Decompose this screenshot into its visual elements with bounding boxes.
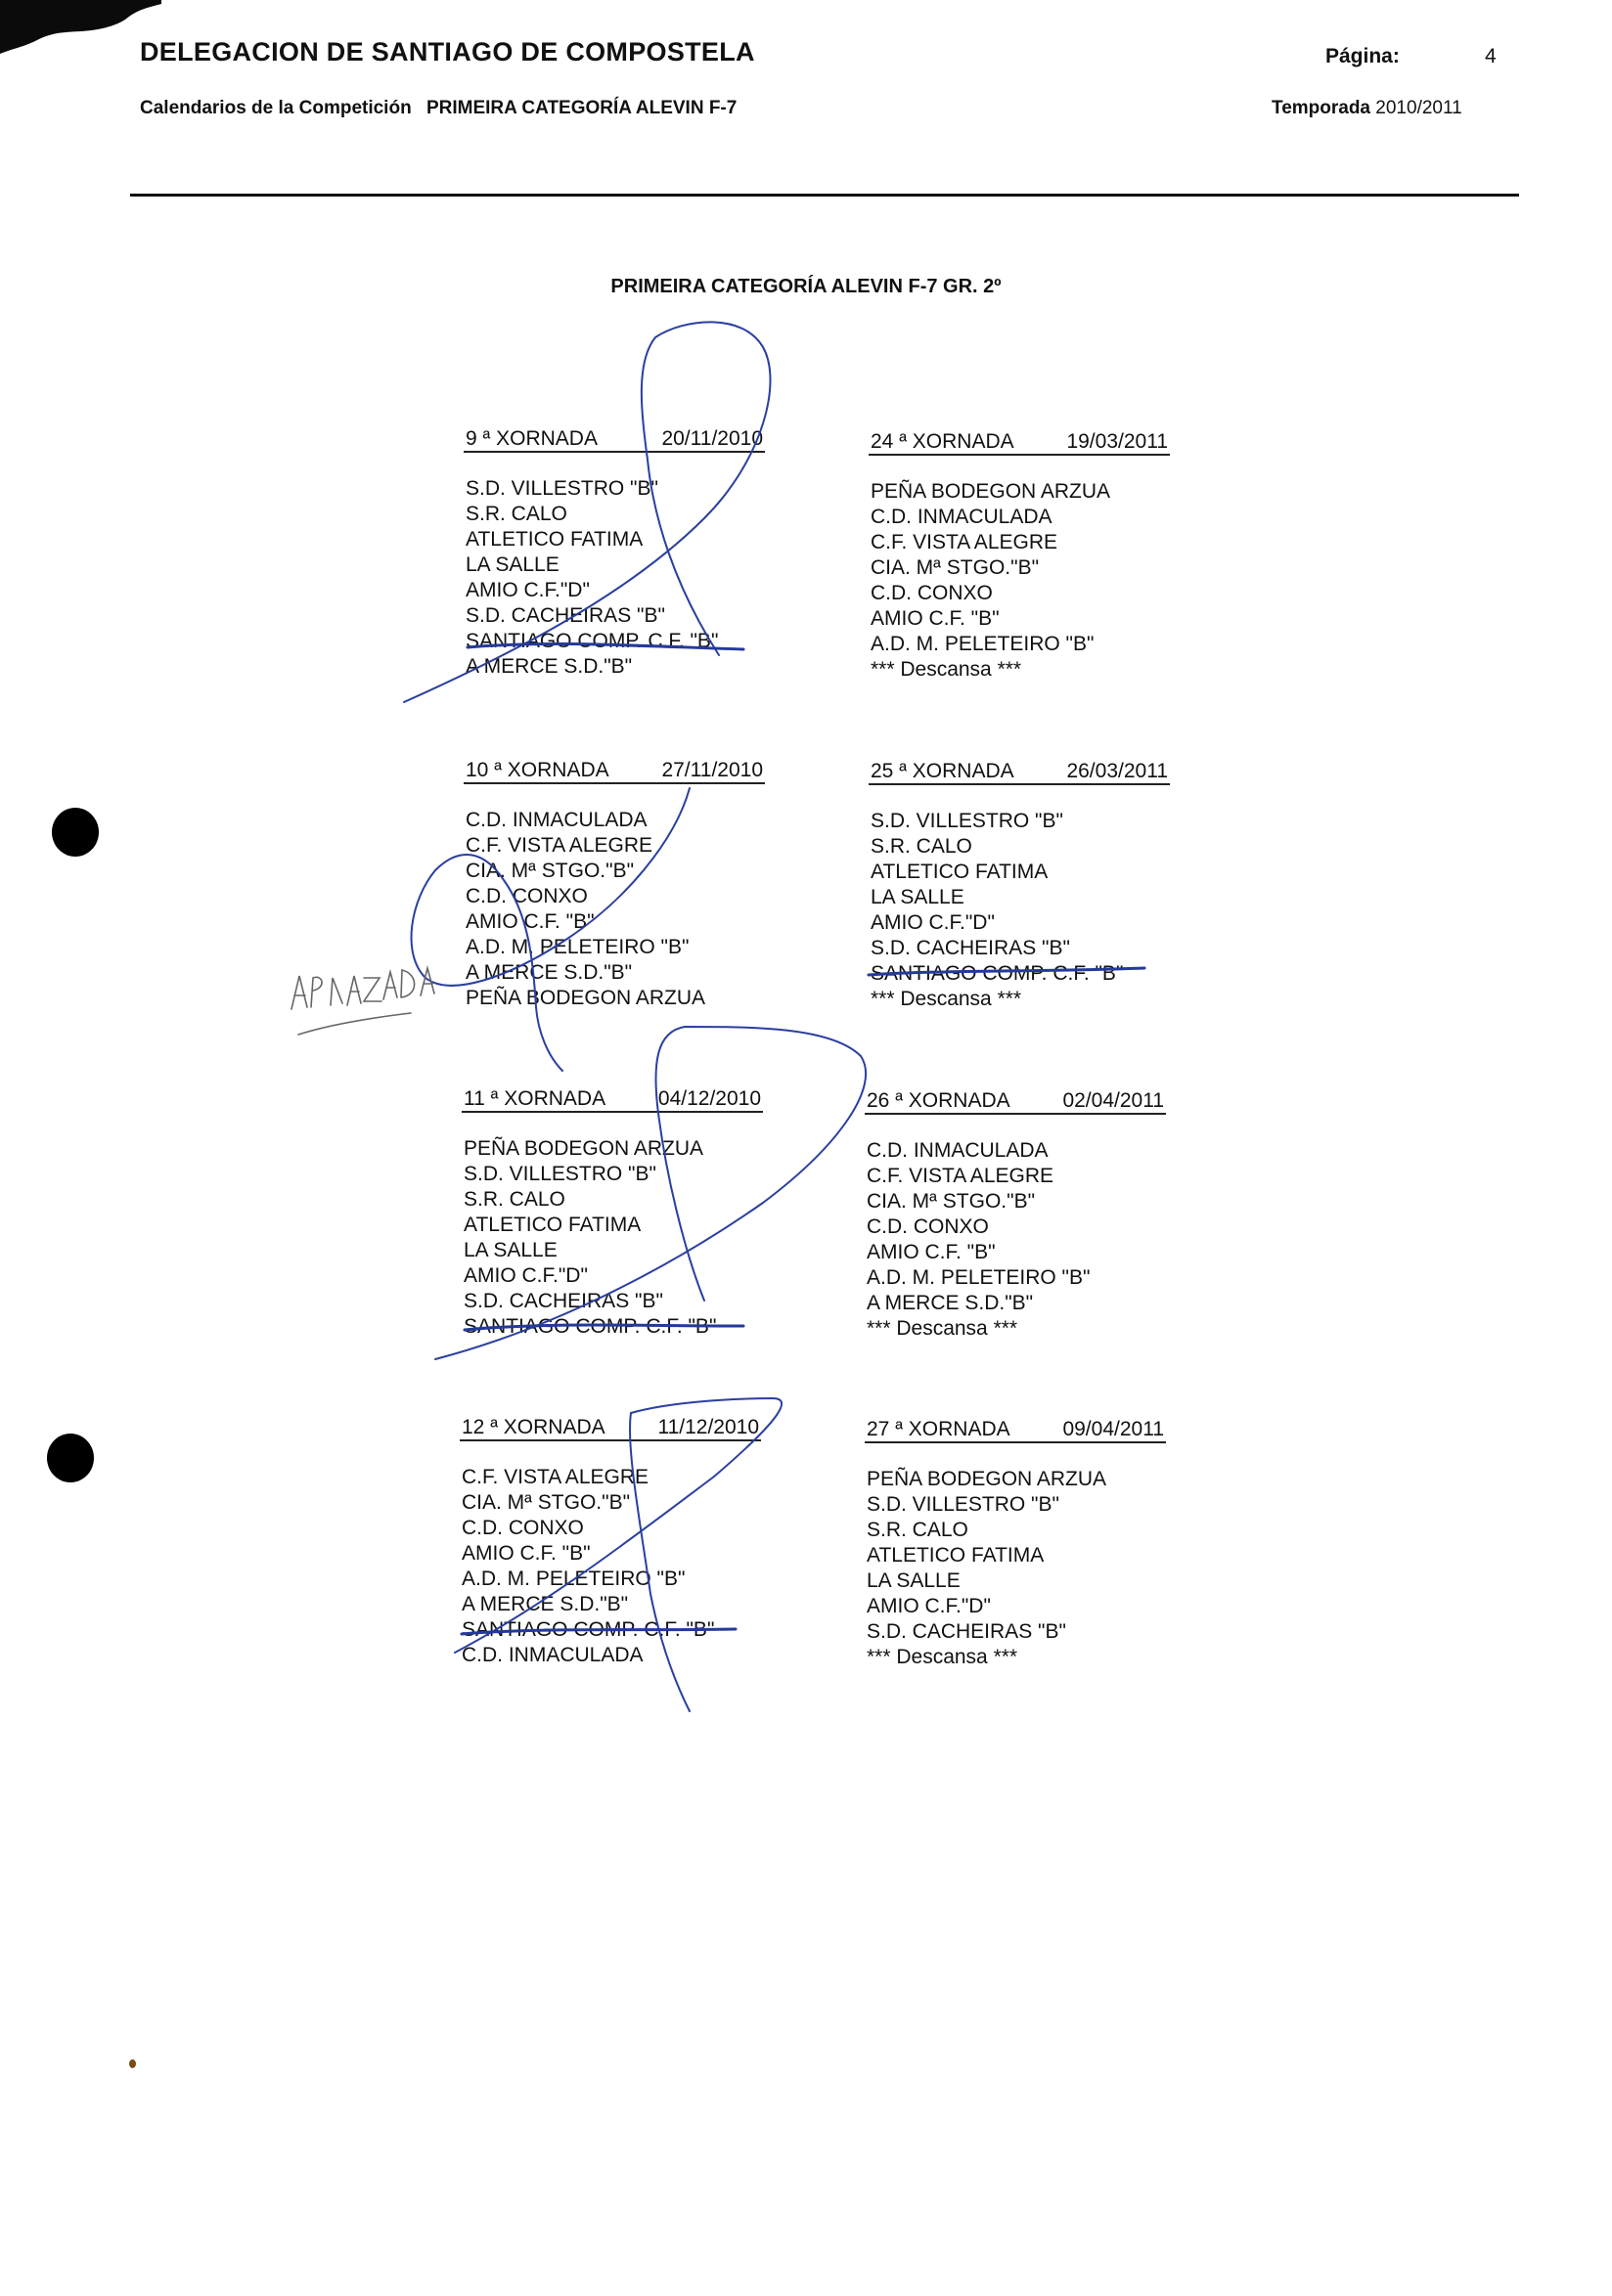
team-item: S.R. CALO [867,1519,968,1541]
round-date: 26/03/2011 [1066,760,1168,782]
team-item: A.D. M. PELETEIRO "B" [867,1266,1091,1289]
round-label: 10 ª XORNADA [466,759,609,781]
torn-corner [0,0,161,73]
team-item: ATLETICO FATIMA [464,1214,642,1236]
team-item: PEÑA BODEGON ARZUA [464,1137,704,1160]
team-item: S.D. CACHEIRAS "B" [466,604,665,627]
header-divider [130,194,1519,197]
page-label: Página: [1325,45,1400,67]
team-item: AMIO C.F."D" [871,911,995,934]
team-item: ATLETICO FATIMA [871,861,1049,883]
team-item: C.F. VISTA ALEGRE [871,531,1058,553]
team-item: C.D. INMACULADA [466,809,648,831]
team-item: AMIO C.F."D" [867,1595,991,1617]
competition-name: PRIMEIRA CATEGORÍA ALEVIN F-7 [425,98,738,118]
team-item: AMIO C.F. "B" [871,607,1000,630]
round-header [869,760,1170,785]
team-item: AMIO C.F."D" [466,579,590,601]
team-item: C.D. CONXO [466,885,588,907]
punch-hole [47,1434,94,1482]
team-item: S.D. VILLESTRO "B" [871,810,1063,832]
team-item: PEÑA BODEGON ARZUA [871,480,1111,503]
round-header [865,1089,1166,1115]
team-item: C.D. INMACULADA [871,506,1052,528]
team-item: ATLETICO FATIMA [466,528,644,551]
team-item: S.D. VILLESTRO "B" [867,1493,1059,1516]
round-block [464,427,765,680]
team-item: C.D. CONXO [462,1517,584,1539]
round-header [464,427,765,453]
team-item: S.R. CALO [464,1188,565,1211]
round-label: 24 ª XORNADA [871,430,1014,453]
subtitle-label: Calendarios de la Competición [140,98,412,118]
team-item: A.D. M. PELETEIRO "B" [871,633,1095,655]
team-item: *** Descansa *** [871,988,1022,1010]
team-item: LA SALLE [464,1239,558,1261]
team-item: LA SALLE [466,553,560,576]
team-item: SANTIAGO COMP. C.F. "B" [462,1618,715,1641]
round-block [464,759,765,1011]
team-item: AMIO C.F. "B" [867,1241,996,1263]
team-item: S.D. VILLESTRO "B" [464,1163,656,1185]
team-item: PEÑA BODEGON ARZUA [466,987,706,1009]
round-date: 04/12/2010 [657,1087,761,1110]
team-list [462,1136,763,1340]
season-label: Temporada [1272,98,1371,118]
team-item: *** Descansa *** [871,658,1022,681]
team-item: AMIO C.F. "B" [466,910,595,933]
round-label: 25 ª XORNADA [871,760,1014,782]
paper-speck [129,2059,136,2068]
team-item: S.R. CALO [871,835,972,858]
team-item: C.D. CONXO [871,582,993,604]
team-item: C.F. VISTA ALEGRE [462,1466,649,1488]
round-header [460,1416,761,1441]
team-item: C.F. VISTA ALEGRE [867,1165,1054,1187]
team-item: CIA. Mª STGO."B" [462,1491,631,1514]
team-list [464,476,765,680]
round-block [869,430,1170,683]
season [1272,98,1462,119]
team-item: A MERCE S.D."B" [462,1593,629,1615]
round-block [460,1416,761,1668]
punch-hole [52,808,99,857]
team-item: *** Descansa *** [867,1317,1018,1340]
team-list [865,1467,1166,1670]
team-item: A.D. M. PELETEIRO "B" [466,936,690,958]
round-date: 27/11/2010 [661,759,763,781]
team-item: ATLETICO FATIMA [867,1544,1045,1567]
round-header [462,1087,763,1113]
round-date: 09/04/2011 [1062,1418,1164,1440]
round-label: 11 ª XORNADA [464,1087,606,1110]
round-date: 20/11/2010 [661,427,763,450]
team-item: S.D. CACHEIRAS "B" [464,1290,663,1312]
team-item: A MERCE S.D."B" [466,655,633,678]
team-item: C.F. VISTA ALEGRE [466,834,653,857]
round-date: 02/04/2011 [1062,1089,1164,1112]
team-list [464,808,765,1011]
team-item: S.R. CALO [466,503,567,525]
team-item: S.D. CACHEIRAS "B" [871,937,1070,959]
round-label: 26 ª XORNADA [867,1089,1010,1112]
round-header [869,430,1170,456]
team-item: AMIO C.F. "B" [462,1542,591,1565]
round-block [865,1418,1166,1670]
round-header [464,759,765,784]
round-block [869,760,1170,1012]
round-label: 12 ª XORNADA [462,1416,605,1438]
team-item: C.D. INMACULADA [462,1644,644,1666]
team-list [460,1465,761,1668]
round-header [865,1418,1166,1443]
round-block [865,1089,1166,1342]
team-list [869,809,1170,1012]
team-item: C.D. INMACULADA [867,1139,1049,1162]
round-date: 19/03/2011 [1066,430,1168,453]
page-number: 4 [1485,45,1497,67]
team-item: AMIO C.F."D" [464,1264,588,1287]
team-item: A.D. M. PELETEIRO "B" [462,1567,686,1590]
team-item: CIA. Mª STGO."B" [466,860,635,882]
team-item: S.D. VILLESTRO "B" [466,477,658,500]
team-item: *** Descansa *** [867,1646,1018,1668]
round-date: 11/12/2010 [657,1416,759,1438]
team-item: SANTIAGO COMP. C.F. "B" [871,962,1124,985]
team-item: SANTIAGO COMP. C.F. "B" [466,630,719,652]
team-item: SANTIAGO COMP. C.F. "B" [464,1315,717,1338]
round-block [462,1087,763,1340]
team-item: LA SALLE [867,1569,961,1592]
team-list [865,1138,1166,1342]
season-value: 2010/2011 [1375,98,1462,118]
round-label: 9 ª XORNADA [466,427,598,450]
team-item: CIA. Mª STGO."B" [867,1190,1036,1213]
team-item: A MERCE S.D."B" [466,961,633,984]
team-item: PEÑA BODEGON ARZUA [867,1468,1107,1490]
organization-title: DELEGACION DE SANTIAGO DE COMPOSTELA [140,37,755,66]
team-item: C.D. CONXO [867,1215,989,1238]
team-item: LA SALLE [871,886,964,908]
team-item: A MERCE S.D."B" [867,1292,1034,1314]
round-label: 27 ª XORNADA [867,1418,1010,1440]
group-title: PRIMEIRA CATEGORÍA ALEVIN F-7 GR. 2º [610,276,1002,297]
team-item: S.D. CACHEIRAS "B" [867,1620,1066,1643]
subtitle [140,98,737,119]
team-item: CIA. Mª STGO."B" [871,556,1040,579]
team-list [869,479,1170,683]
